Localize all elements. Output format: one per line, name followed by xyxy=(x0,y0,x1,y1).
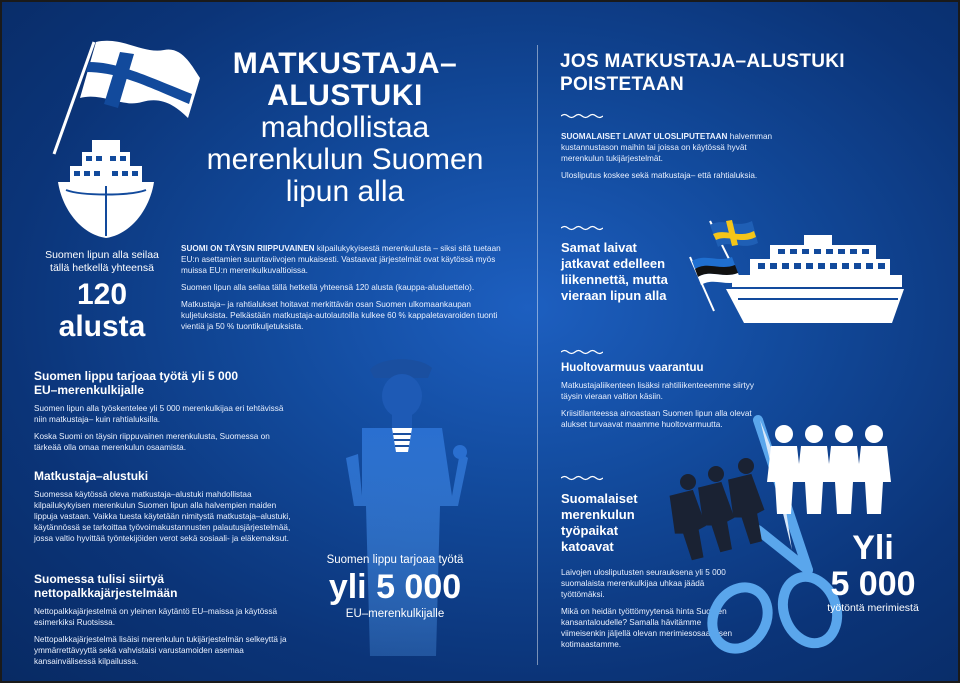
wave-divider-icon xyxy=(561,225,603,231)
sailor-stat-line3: EU–merenkulkijalle xyxy=(345,608,445,620)
net-wage-section xyxy=(34,572,299,673)
right-title-line2: POISTETAAN xyxy=(560,74,685,95)
same-ships-line2: jatkavat edelleen xyxy=(561,256,666,271)
sailor-stat-big: yli 5 000 xyxy=(328,568,462,606)
jobs-lost-title-line2: merenkulun xyxy=(561,507,635,522)
fleet-caption-line2: tällä hetkellä yhteensä xyxy=(50,262,154,274)
unemployed-stat-line2: 5 000 xyxy=(830,565,916,603)
main-subtitle-line3: lipun alla xyxy=(285,175,405,208)
intro-bold-lead: SUOMI ON TÄYSIN RIIPPUVAINEN xyxy=(181,244,315,253)
fleet-number: 120 xyxy=(76,278,128,311)
main-subtitle-line2: merenkulun Suomen xyxy=(206,143,484,176)
sailor-stat xyxy=(305,553,485,621)
supply-paragraph-2: Kriisitilanteessa ainoastaan Suomen lipun alla olevat alukset turvaavat maamme huoltovarmuutta. xyxy=(561,409,752,429)
net-wage-title: Suomessa tulisi siirtyä nettopalkkajärjestelmään xyxy=(34,572,178,600)
wave-divider-icon xyxy=(561,349,603,355)
jobs-section xyxy=(34,369,294,459)
unemployed-stat-line1: Yli xyxy=(852,529,894,567)
column-divider xyxy=(537,45,538,665)
intro-paragraph-1-rest: kilpailukykyisestä merenkulusta – siksi sitä tuetaan EU:n asettamien suuntaviivojen mukaisesti. Vastaavat järjestelmät ovat käytössä myös muissa EU:n merenkulkuvaltioissa. xyxy=(181,244,501,275)
jobs-lost-paragraph-1: Laivojen ulosliputusten seurauksena yli 5 000 suomalaista merenkulkijaa uhkaa jäädä työttömäksi. xyxy=(561,568,726,599)
jobs-title-line1: Suomen lippu tarjoaa työtä yli 5 000 xyxy=(34,369,239,383)
sailor-stat-line1: Suomen lippu tarjoaa työtä xyxy=(326,554,464,566)
net-wage-paragraph-1: Nettopalkkajärjestelmä on yleinen käytäntö EU–maissa ja käytössä esimerkiksi Ruotsissa. xyxy=(34,607,278,627)
right-title-line1: JOS MATKUSTAJA–ALUSTUKI xyxy=(560,51,845,72)
subsidy-title: Matkustaja–alustuki xyxy=(34,469,149,483)
net-wage-paragraph-2: Nettopalkkajärjestelmä lisäisi merenkulun tukijärjestelmän selkeyttä ja ymmärrettävyyttä sekä vahvistaisi varustamoiden asemaa kansainvälisessä kilpailussa. xyxy=(34,635,287,666)
same-ships-line1: Samat laivat xyxy=(561,240,637,255)
jobs-title-line2: EU–merenkulkijalle xyxy=(34,383,145,397)
wave-divider-icon xyxy=(561,113,603,119)
ship-front-icon xyxy=(52,138,160,240)
subsidy-section xyxy=(34,469,299,550)
flagging-bold-lead: SUOMALAISET LAIVAT ULOSLIPUTETAAN xyxy=(561,132,728,141)
jobs-paragraph-1: Suomen lipun alla työskentelee yli 5 000 merenkulkijaa eri tehtävissä niin matkustaja– kuin rahtialuksilla. xyxy=(34,404,284,424)
same-ships-line3: liikennettä, mutta xyxy=(561,272,668,287)
wave-divider-icon xyxy=(561,475,603,481)
flagging-paragraph-1 xyxy=(561,131,781,164)
flagging-paragraph-1-rest: halvemman kustannustason maihin tai joissa on käytössä hyvät merenkulun tukijärjestelmät. xyxy=(561,132,773,163)
intro-text xyxy=(181,243,511,338)
intro-paragraph-2: Suomen lipun alla seilaa tällä hetkellä yhteensä 120 alusta (kauppa-alusluettelo). xyxy=(181,283,475,292)
jobs-lost-title-line4: katoavat xyxy=(561,539,614,554)
supply-title: Huoltovarmuus vaarantuu xyxy=(561,362,704,374)
right-title xyxy=(560,50,920,96)
intro-paragraph-3: Matkustaja– ja rahtialukset hoitavat merkittävän osan Suomen ulkomaankaupan kuljetuksista. Pelkästään matkustaja-autolautoilla kulkee 60 % kappaletavaroiden tuonti vientiä ja 50 % tuontikuljetuksista. xyxy=(181,300,498,331)
same-ships-line4: vieraan lipun alla xyxy=(561,288,667,303)
flagging-paragraph-2: Ulosliputus koskee sekä matkustaja– että rahtialuksia. xyxy=(561,171,758,180)
jobs-lost-paragraph-2: Mikä on heidän työttömyytensä hinta Suomen kansantaloudelle? Samalla hävitämme viimeisenkin jäljellä olevan merimiesosaamisen kotimaastamme. xyxy=(561,607,733,649)
unemployed-stat xyxy=(812,530,934,615)
intro-paragraph-1 xyxy=(181,243,511,276)
supply-paragraph-1: Matkustajaliikenteen lisäksi rahtiliikenteeemme siirtyy täysin vieraan valtion käsiin. xyxy=(561,381,754,401)
jobs-lost-title-line3: työpaikat xyxy=(561,523,619,538)
flagging-text xyxy=(561,131,781,187)
main-title-line2: ALUSTUKI xyxy=(267,79,423,112)
main-title-block xyxy=(180,48,510,208)
jobs-lost-title-line1: Suomalaiset xyxy=(561,491,638,506)
fleet-stat xyxy=(22,249,182,343)
fleet-caption-line1: Suomen lipun alla seilaa xyxy=(45,249,159,261)
jobs-paragraph-2: Koska Suomi on täysin riippuvainen merenkulusta, Suomessa on tärkeää olla omaa merenkulun osaamista. xyxy=(34,432,270,452)
subsidy-paragraph: Suomessa käytössä oleva matkustaja–alustuki mahdollistaa kilpailukykyisen merenkulun Suomen lipun alla halvempien maiden lippuja vastaan. Vaikka tuesta käytetään nimitystä matkustaja–alustuki, käytännössä se tarkoittaa työvoimakustannusten palautusjärjestelmää, jossa valtio hyvittää työntekijöiden verot sekä sosiaali- ja eläkemaksut. xyxy=(34,490,291,543)
unemployed-stat-line3: työtöntä merimiestä xyxy=(827,602,919,614)
main-subtitle-line1: mahdollistaa xyxy=(260,111,430,144)
same-ships-text xyxy=(561,240,691,304)
cruise-ship-icon xyxy=(686,215,906,330)
fleet-unit: alusta xyxy=(58,310,146,343)
main-title-line1: MATKUSTAJA– xyxy=(232,47,458,80)
